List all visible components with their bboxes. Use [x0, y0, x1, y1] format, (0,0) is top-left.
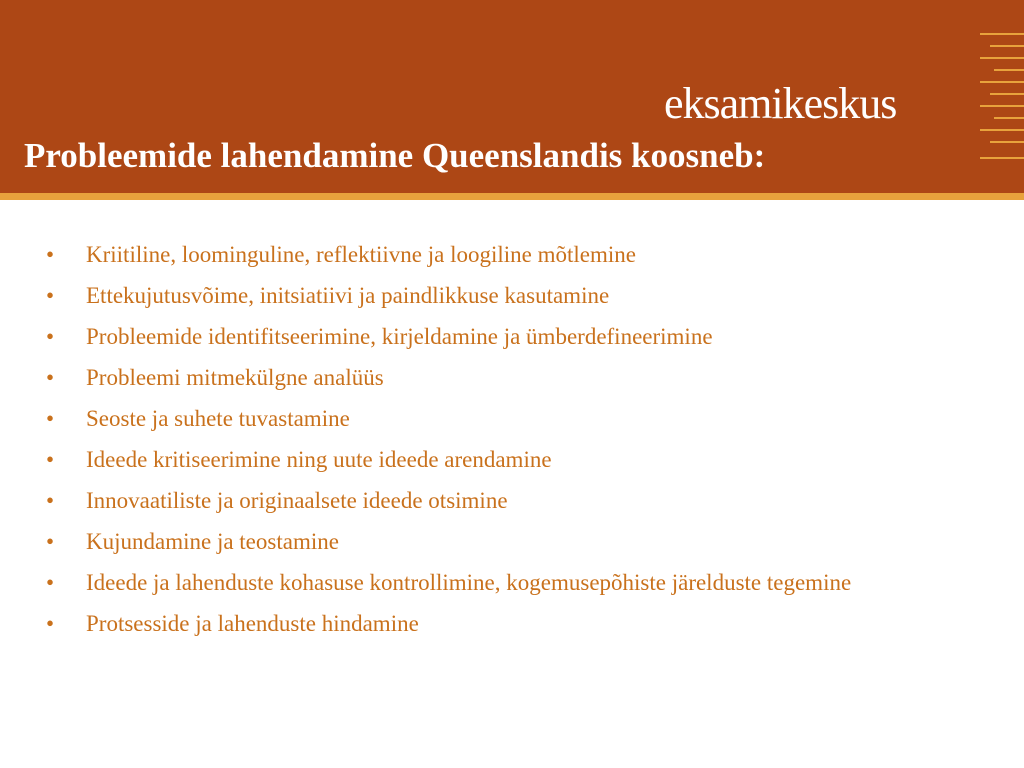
- logo-wordmark: eksamikeskus: [664, 79, 897, 128]
- slide-title: Probleemide lahendamine Queenslandis koosneb:: [24, 136, 766, 175]
- bullet-item: [0, 402, 1024, 435]
- stripe: [980, 33, 1024, 35]
- bullet-text: Innovaatiliste ja originaalsete ideede otsimine: [86, 488, 508, 513]
- eksamikeskus-logo: [664, 76, 896, 126]
- bullet-item: [0, 484, 1024, 517]
- bullet-text: Probleemide identifitseerimine, kirjeldamine ja ümberdefineerimine: [86, 324, 713, 349]
- bullet-item: [0, 566, 1024, 599]
- stripe: [994, 117, 1024, 119]
- bullet-text: Probleemi mitmekülgne analüüs: [86, 365, 384, 390]
- bullet-text: Kujundamine ja teostamine: [86, 529, 339, 554]
- bullet-list: [0, 238, 1024, 648]
- bullet-item: [0, 525, 1024, 558]
- stripe: [990, 93, 1024, 95]
- bullet-icon: •: [46, 529, 55, 554]
- bullet-item: [0, 320, 1024, 353]
- bullet-icon: •: [46, 488, 55, 513]
- bullet-text: Ideede kritiseerimine ning uute ideede arendamine: [86, 447, 552, 472]
- bullet-text: Ettekujutusvõime, initsiatiivi ja paindlikkuse kasutamine: [86, 283, 610, 308]
- stripe: [980, 105, 1024, 107]
- bullet-icon: •: [46, 406, 55, 431]
- bullet-icon: •: [46, 324, 55, 349]
- bullet-icon: •: [46, 611, 55, 636]
- bullet-text: Ideede ja lahenduste kohasuse kontrollimine, kogemusepõhiste järelduste tegemine: [86, 570, 852, 595]
- stripe: [980, 57, 1024, 59]
- bullet-icon: •: [46, 570, 55, 595]
- bullet-item: [0, 361, 1024, 394]
- bullet-icon: •: [46, 283, 55, 308]
- bullet-item: [0, 607, 1024, 640]
- bullet-icon: •: [46, 242, 55, 267]
- stripe: [990, 141, 1024, 143]
- stripe: [980, 129, 1024, 131]
- bullet-text: Kriitiline, loominguline, reflektiivne ja loogiline mõtlemine: [86, 242, 636, 267]
- bullet-icon: •: [46, 365, 55, 390]
- stripe: [980, 81, 1024, 83]
- bullet-item: [0, 279, 1024, 312]
- bullet-item: [0, 443, 1024, 476]
- bullet-text: Protsesside ja lahenduste hindamine: [86, 611, 419, 636]
- stripe: [990, 45, 1024, 47]
- bullet-item: [0, 238, 1024, 271]
- bullet-text: Seoste ja suhete tuvastamine: [86, 406, 350, 431]
- bullet-icon: •: [46, 447, 55, 472]
- stripe: [994, 69, 1024, 71]
- stripe: [980, 157, 1024, 159]
- decorative-stripes: [980, 33, 1024, 163]
- header-divider: [0, 193, 1024, 200]
